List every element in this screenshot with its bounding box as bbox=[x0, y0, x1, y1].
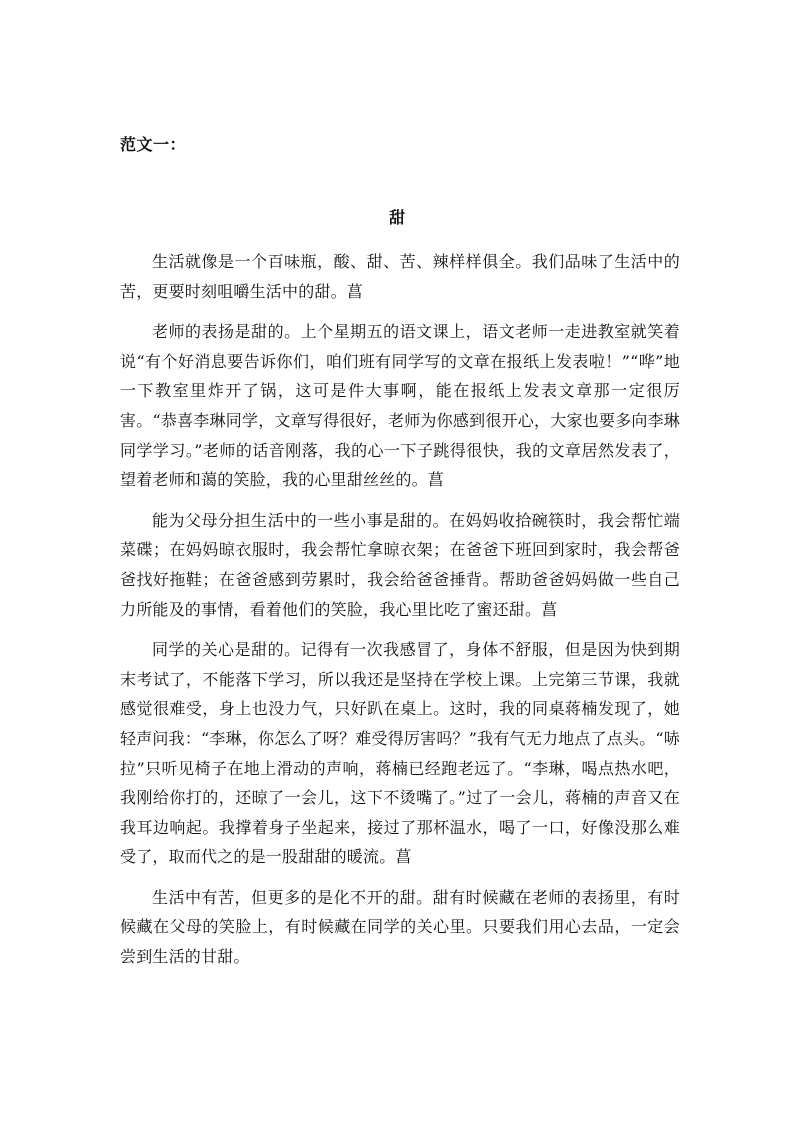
section-heading: 范文一： bbox=[120, 135, 187, 154]
paragraph-teacher-praise: 老师的表扬是甜的。上个星期五的语文课上，语文老师一走进教室就笑着说“有个好消息要告诉你们，咱们班有同学写的文章在报纸上发表啦！”“哗”地一下教室里炸开了锅，这可是件大事啊，能在报纸上发表文章那一定很厉害。“恭喜李琳同学，文章写得很好，老师为你感到很开心，大家也要多向李琳同学学习。”老师的话音刚落，我的心一下子跳得很快，我的文章居然发表了，望着老师和蔼的笑脸，我的心里甜丝丝的。菖 bbox=[120, 322, 680, 490]
paragraph-conclusion: 生活中有苦，但更多的是化不开的甜。甜有时候藏在老师的表扬里，有时候藏在父母的笑脸上，有时候藏在同学的关心里。只要我们用心去品，一定会尝到生活的甘甜。 bbox=[120, 887, 680, 967]
paragraph-intro: 生活就像是一个百味瓶，酸、甜、苦、辣样样俱全。我们品味了生活中的苦，更要时刻咀嚼生活中的甜。菖 bbox=[120, 252, 680, 301]
paragraph-helping-parents: 能为父母分担生活中的一些小事是甜的。在妈妈收拾碗筷时，我会帮忙端菜碟；在妈妈晾衣服时，我会帮忙拿晾衣架；在爸爸下班回到家时，我会帮爸爸找好拖鞋；在爸爸感到劳累时，我会给爸爸捶背。帮助爸爸妈妈做一些自己力所能及的事情，看着他们的笑脸，我心里比吃了蜜还甜。菖 bbox=[120, 510, 680, 619]
essay-body bbox=[120, 247, 680, 972]
essay-title: 甜 bbox=[388, 208, 405, 227]
paragraph-classmate-care: 同学的关心是甜的。记得有一次我感冒了，身体不舒服，但是因为快到期末考试了，不能落下学习，所以我还是坚持在学校上课。上完第三节课，我就感觉很难受，身上也没力气，只好趴在桌上。这时，我的同桌蒋楠发现了，她轻声问我：“李琳，你怎么了呀？难受得厉害吗？”我有气无力地点了点头。“哧拉”只听见椅子在地上滑动的声响，蒋楠已经跑老远了。“李琳，喝点热水吧，我刚给你打的，还晾了一会儿，这下不烫嘴了。”过了一会儿，蒋楠的声音又在我耳边响起。我撑着身子坐起来，接过了那杯温水，喝了一口，好像没那么难受了，取而代之的是一股甜甜的暖流。菖 bbox=[120, 640, 680, 867]
